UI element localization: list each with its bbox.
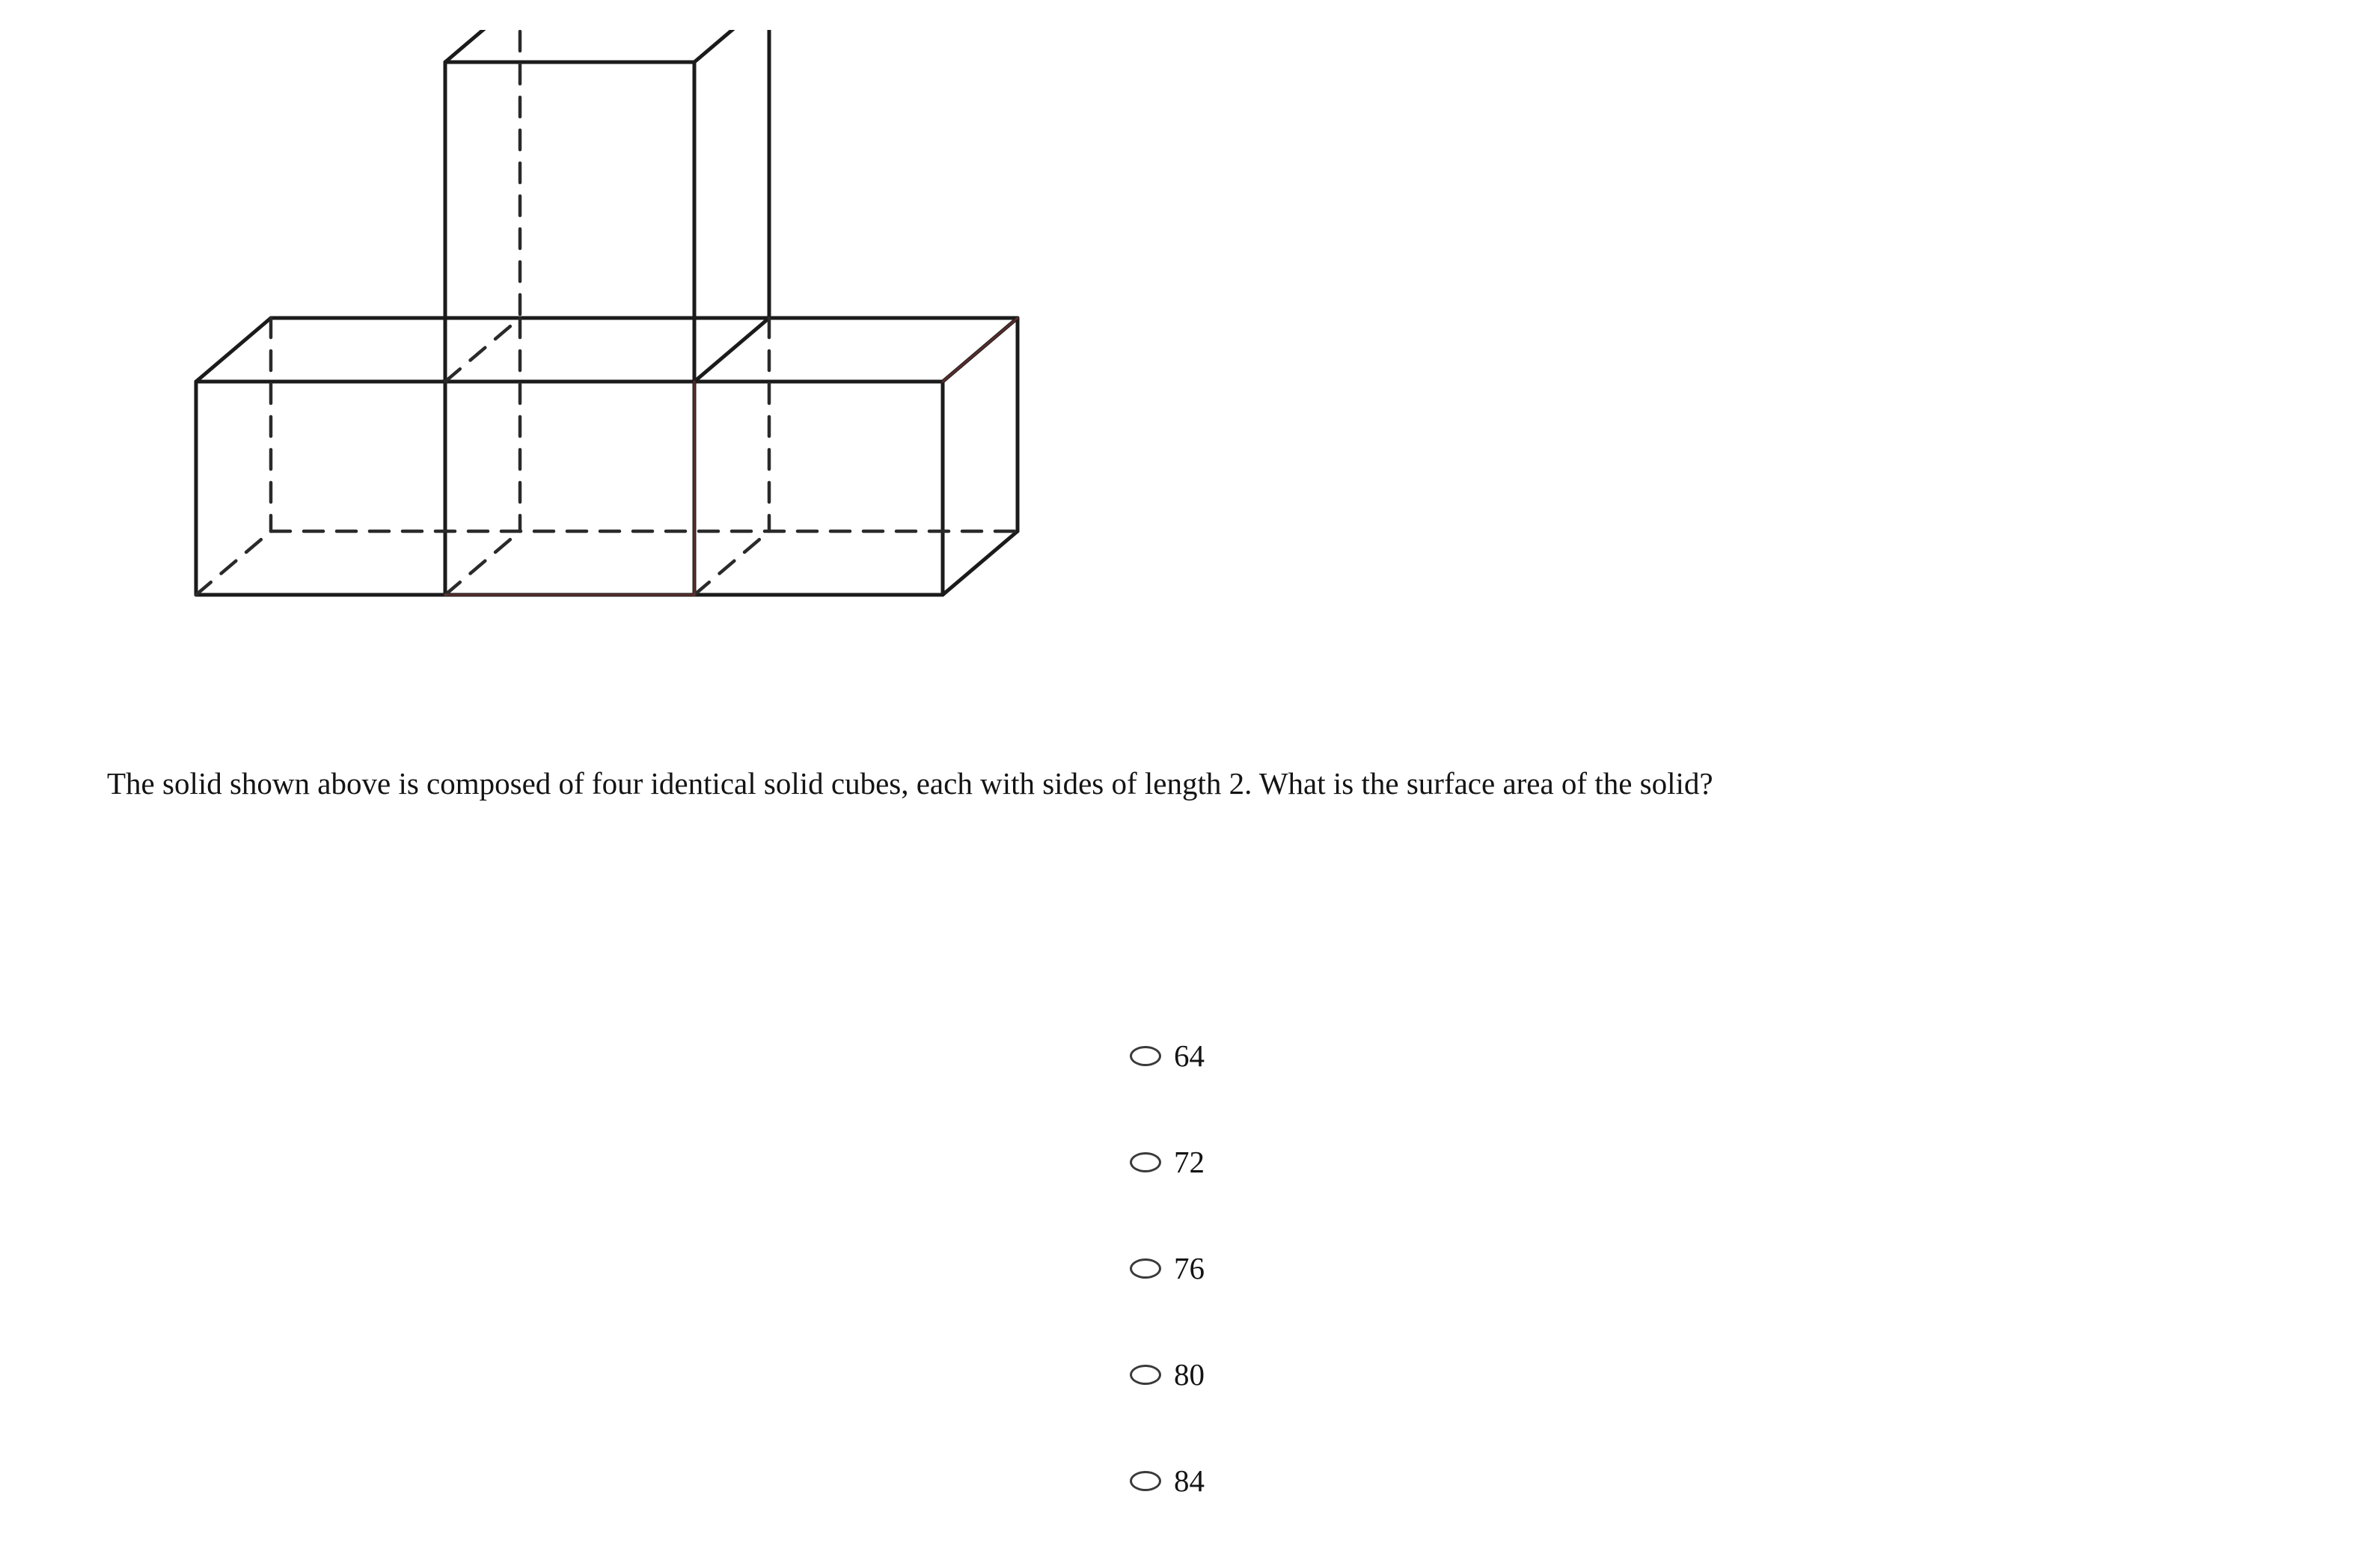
edge-upper-top-left-receding	[445, 30, 520, 62]
hidden-edge-upper-front-left-receding	[445, 318, 520, 382]
hidden-edge-bottom-divider-1-receding	[445, 531, 520, 595]
radio-icon[interactable]	[1130, 1471, 1161, 1491]
choice-label: 80	[1174, 1356, 1205, 1392]
hidden-edge-bottom-divider-2-receding	[694, 531, 769, 595]
choice-label: 64	[1174, 1038, 1205, 1073]
choice-label: 76	[1174, 1250, 1205, 1285]
radio-icon[interactable]	[1130, 1152, 1161, 1172]
choice-label: 72	[1174, 1144, 1205, 1179]
choice-option-e[interactable]	[1130, 1428, 1803, 1534]
radio-icon[interactable]	[1130, 1365, 1161, 1385]
solid-figure	[187, 30, 1085, 643]
radio-icon[interactable]	[1130, 1046, 1161, 1066]
edge-bottom-right-receding	[943, 531, 1018, 595]
choice-label: 84	[1174, 1463, 1205, 1498]
edge-upper-top-right-receding	[694, 30, 769, 62]
choice-option-d[interactable]	[1130, 1321, 1803, 1428]
edge-top-left-receding	[196, 318, 271, 382]
radio-icon[interactable]	[1130, 1258, 1161, 1279]
question-text: The solid shown above is composed of four identical solid cubes, each with sides of length 2. What is the surface area of the solid?	[107, 766, 1713, 801]
edge-upper-front-right-receding	[694, 318, 769, 382]
choice-option-a[interactable]	[1130, 1003, 1803, 1109]
solid-figure-svg	[187, 30, 1085, 643]
hidden-edge-bottom-left-receding	[196, 531, 271, 595]
choice-option-c[interactable]	[1130, 1215, 1803, 1321]
accent-top-right	[943, 318, 1018, 382]
choice-option-b[interactable]	[1130, 1109, 1803, 1215]
answer-choices	[1130, 1003, 1803, 1534]
